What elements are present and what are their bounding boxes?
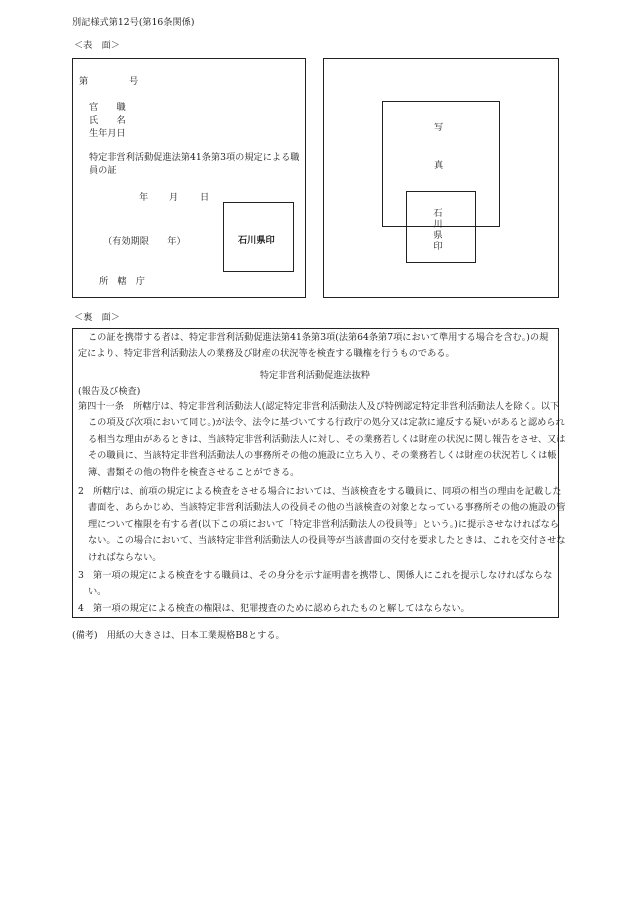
back-intro: この証を携帯する者は、特定非営利活動促進法第41条第3項(法第64条第7項において準用する場合を含む。)の規定により、特定非営利活動法人の業務及び財産の状況等を検査する職権を行うものである。 [78, 332, 549, 360]
photo-card [323, 58, 559, 298]
official-title-label: 官 職 [89, 102, 126, 113]
excerpt-title: 特定非営利活動促進法抜粋 [259, 370, 371, 381]
date-day: 日 [200, 192, 210, 203]
seal-box [223, 202, 294, 272]
form-title: 別記様式第12号(第16条関係) [72, 17, 195, 28]
seal-vertical-text: 石川県印 [433, 208, 443, 252]
remarks: (備考) 用紙の大きさは、日本工業規格B8とする。 [72, 630, 285, 641]
front-label: ＜表 面＞ [74, 40, 120, 51]
birthdate-label: 生年月日 [89, 128, 126, 139]
number-prefix: 第 [79, 76, 89, 87]
number-suffix: 号 [129, 76, 139, 87]
article-41-item-4: 4 第一項の規定による検査の権限は、犯罪捜査のために認められたものと解してはならない。 [78, 603, 470, 614]
article-41: 第四十一条 所轄庁は、特定非営利活動法人(認定特定非営利活動法人及び特例認定特定非営利活動法人を除く。以下この項及び次項において同じ。)が法令、法令に基づいてする行政庁の処分又は定款に違反する疑いがあると認められる相当な理由があるときは、当該特定非営利活動法人に対し、その業務若しくは財産の状況に関し報告をさせ、又はその職員に、当該特定非営利活動法人の事務所その他の施設に立ち入り、その業務若しくは財産の状況若しくは帳簿、書類その他の物件を検査させることができる。 [78, 401, 566, 478]
seal-text: 石川県印 [238, 235, 275, 246]
article-41-item-3: 3 第一項の規定による検査をする職員は、その身分を示す証明書を携帯し、関係人にこれを提示しなければならない。 [78, 570, 553, 598]
date-month: 月 [169, 192, 179, 203]
certificate-statement: 特定非営利活動促進法第41条第3項の規定による職員の証 [89, 152, 300, 176]
front-card [72, 58, 306, 298]
section-heading: (報告及び検査) [78, 386, 141, 397]
name-label: 氏 名 [89, 115, 126, 126]
back-label: ＜裏 面＞ [74, 312, 120, 323]
photo-char-2: 真 [434, 160, 444, 171]
office-label: 所 轄 庁 [99, 276, 145, 287]
photo-char-1: 写 [434, 122, 444, 133]
validity-period: （有効期限 年） [103, 236, 186, 247]
date-year: 年 [139, 192, 149, 203]
article-41-item-2: 2 所轄庁は、前項の規定による検査をさせる場合においては、当該検査をする職員に、同項の相当の理由を記載した書面を、あらかじめ、当該特定非営利活動法人の役員その他の当該検査の対象となっている事務所その他の施設の管理について権限を有する者(以下この項において「特定非営利活動法人の役員等」という。)に提示させなければならない。この場合において、当該特定非営利活動法人の役員等が当該書面の交付を要求したときは、これを交付させなければならない。 [78, 486, 566, 563]
